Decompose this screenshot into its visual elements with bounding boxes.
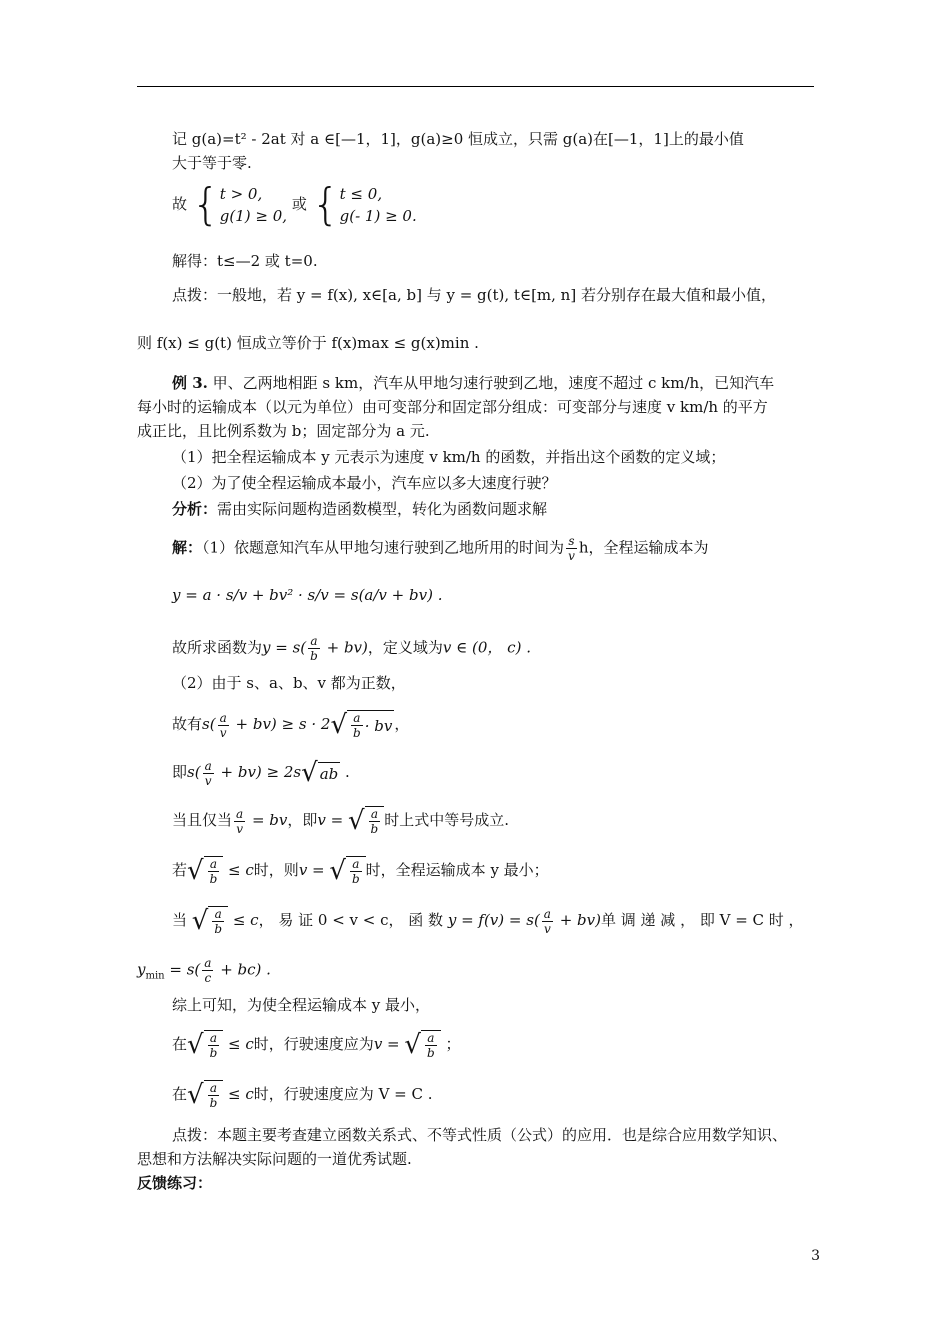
- text-line: 解得：t≤—2 或 t=0.: [172, 252, 318, 270]
- section-heading: 反馈练习：: [137, 1174, 213, 1192]
- text-line: 思想和方法解决实际问题的一道优秀试题.: [137, 1150, 412, 1168]
- sqrt-icon: √ $\frac{a}{b}$ · bv: [330, 710, 393, 740]
- text-line: 成正比，且比例系数为 b；固定部分为 a 元.: [137, 422, 430, 440]
- brace-icon: {: [191, 179, 220, 230]
- sqrt-icon: √ $\frac{a}{b}$: [187, 1080, 223, 1110]
- header-rule: [137, 86, 814, 87]
- text-line: 大于等于零.: [172, 154, 252, 172]
- page-number: 3: [811, 1248, 820, 1264]
- sqrt-icon: √ ab: [301, 758, 339, 788]
- text-line: 则 f(x) ≤ g(t) 恒成立等价于 f(x)max ≤ g(x)min .: [137, 334, 479, 352]
- sqrt-icon: √ $\frac{a}{b}$: [192, 906, 228, 936]
- text: 或: [291, 195, 307, 213]
- fraction: $\frac{s}{v}$: [568, 534, 575, 563]
- formula-line: y = a · s/v + bv² · s/v = s(a/v + bv) .: [172, 586, 443, 604]
- formula-line: 当 √ $\frac{a}{b}$ ≤ c， 易 证 0 < v < c， 函 数 y = f(v) = s( $\frac{a}{v}$ + bv)单 调 递 减 ， 即 V = C 时 ，: [172, 906, 804, 936]
- equation-system: [312, 181, 417, 229]
- sqrt-icon: √ $\frac{a}{b}$: [404, 1030, 440, 1060]
- system-row: t ≤ 0,: [339, 185, 383, 203]
- formula-line: 当且仅当 $\frac{a}{v}$ = bv，即v = √ $\frac{a}{b}$ 时上式中等号成立.: [172, 806, 510, 836]
- sqrt-icon: √ $\frac{a}{b}$: [187, 856, 223, 886]
- text-line: 每小时的运输成本（以元为单位）由可变部分和固定部分组成：可变部分与速度 v km/h 的平方: [137, 398, 768, 416]
- formula-line: 在 √ $\frac{a}{b}$ ≤ c时，行驶速度应为v = √ $\frac{a}{b}$ ；: [172, 1030, 461, 1060]
- formula-line: 即s( $\frac{a}{v}$ + bv) ≥ 2s √ ab .: [172, 758, 350, 788]
- text-line: 点拨：一般地，若 y = f(x), x∈[a, b] 与 y = g(t), t∈[m, n] 若分别存在最大值和最小值，: [172, 286, 776, 304]
- text-line: [172, 498, 547, 520]
- text-line: [172, 534, 709, 563]
- text-line: 点拨：本题主要考查建立函数关系式、不等式性质（公式）的应用．也是综合应用数学知识、: [172, 1126, 788, 1144]
- sqrt-icon: √ $\frac{a}{b}$: [348, 806, 384, 836]
- text-line: 记 g(a)=t² - 2at 对 a ∈[—1，1]，g(a)≥0 恒成立，只需 g(a)在[—1，1]上的最小值: [172, 130, 744, 148]
- system-line: [172, 180, 417, 229]
- sqrt-icon: √ $\frac{a}{b}$: [329, 856, 365, 886]
- sqrt-icon: √ $\frac{a}{b}$: [187, 1030, 223, 1060]
- formula-line: $y_{min} = s$( $\frac{a}{c}$ + bc) .: [137, 956, 271, 985]
- text: h，全程运输成本为: [578, 538, 709, 557]
- text-line: [172, 372, 774, 394]
- analysis-label: 分析：: [172, 500, 218, 518]
- system-row: t > 0,: [219, 185, 263, 203]
- text: 甲、乙两地相距 s km，汽车从甲地匀速行驶到乙地，速度不超过 c km/h，已知汽车: [207, 374, 775, 392]
- text-line: （2）为了使全程运输成本最小，汽车应以多大速度行驶？: [172, 474, 557, 492]
- example-label: 例 3.: [172, 374, 208, 392]
- text-line: （2）由于 s、a、b、v 都为正数，: [172, 674, 406, 692]
- equation-system: [192, 181, 287, 229]
- solution-label: 解：: [172, 538, 203, 557]
- text: 需由实际问题构造函数模型，转化为函数问题求解: [217, 500, 548, 518]
- brace-icon: {: [311, 179, 340, 230]
- formula-line: 故有s( $\frac{a}{v}$ + bv) ≥ s · 2 √ $\frac{a}{b}$ · bv ，: [172, 710, 410, 740]
- text: 故: [172, 195, 188, 213]
- formula-line: 故所求函数为y = s( $\frac{a}{b}$ + bv)，定义域为v ∈ (0， c) .: [172, 634, 531, 663]
- formula-line: 若 √ $\frac{a}{b}$ ≤ c时，则v = √ $\frac{a}{b}$ 时，全程运输成本 y 最小；: [172, 856, 549, 886]
- system-row: g(1) ≥ 0,: [219, 207, 288, 225]
- text-line: 综上可知，为使全程运输成本 y 最小，: [172, 996, 431, 1014]
- text: （1）依题意知汽车从甲地匀速行驶到乙地所用的时间为: [202, 538, 565, 557]
- formula-line: 在 √ $\frac{a}{b}$ ≤ c时，行驶速度应为 V = C .: [172, 1080, 433, 1110]
- text-line: （1）把全程运输成本 y 元表示为速度 v km/h 的函数，并指出这个函数的定义域；: [172, 448, 726, 466]
- system-row: g(- 1) ≥ 0.: [339, 207, 417, 225]
